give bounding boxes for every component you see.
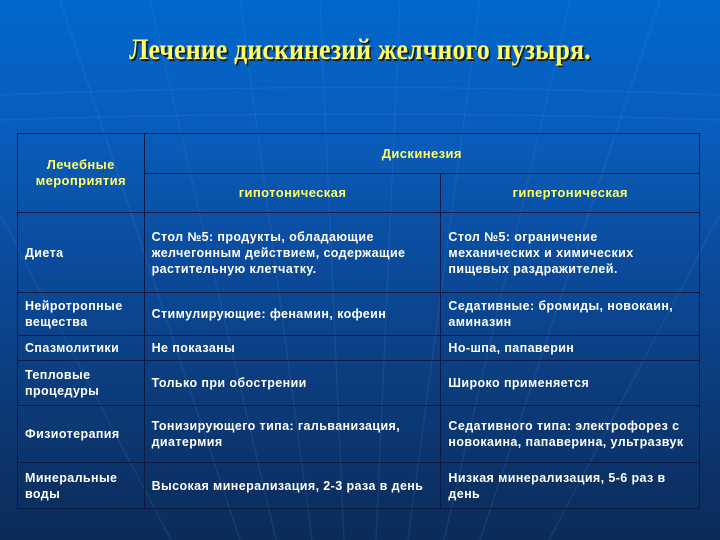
row-hypotonic: Стимулирующие: фенамин, кофеин — [144, 293, 441, 336]
row-measure: Нейротропные вещества — [18, 293, 145, 336]
row-hypertonic: Но-шпа, папаверин — [441, 336, 700, 361]
row-hypertonic: Седативного типа: электрофорез с новокаина, папаверина, ультразвук — [441, 406, 700, 463]
table-row — [18, 406, 700, 463]
row-hypotonic: Тонизирующего типа: гальванизация, диатермия — [144, 406, 441, 463]
treatment-table — [17, 133, 700, 509]
row-hypotonic: Не показаны — [144, 336, 441, 361]
row-hypertonic: Низкая минерализация, 5-6 раз в день — [441, 463, 700, 509]
row-hypotonic: Стол №5: продукты, обладающие желчегонным действием, содержащие растительную клетчатку. — [144, 213, 441, 293]
row-hypertonic: Стол №5: ограничение механических и химических пищевых раздражителей. — [441, 213, 700, 293]
table-row — [18, 336, 700, 361]
row-hypotonic: Высокая минерализация, 2-3 раза в день — [144, 463, 441, 509]
row-measure: Минеральные воды — [18, 463, 145, 509]
table-row — [18, 293, 700, 336]
table-row — [18, 361, 700, 406]
row-measure: Спазмолитики — [18, 336, 145, 361]
row-hypertonic: Широко применяется — [441, 361, 700, 406]
header-dyskinesia: Дискинезия — [144, 134, 699, 174]
slide-title: Лечение дискинезий желчного пузыря. — [129, 33, 591, 66]
table-row — [18, 213, 700, 293]
row-measure: Физиотерапия — [18, 406, 145, 463]
row-measure: Диета — [18, 213, 145, 293]
header-hypertonic: гипертоническая — [441, 174, 700, 213]
header-measures: Лечебные мероприятия — [18, 134, 145, 213]
row-measure: Тепловые процедуры — [18, 361, 145, 406]
header-hypotonic: гипотоническая — [144, 174, 441, 213]
row-hypotonic: Только при обострении — [144, 361, 441, 406]
row-hypertonic: Седативные: бромиды, новокаин, аминазин — [441, 293, 700, 336]
table-row — [18, 463, 700, 509]
